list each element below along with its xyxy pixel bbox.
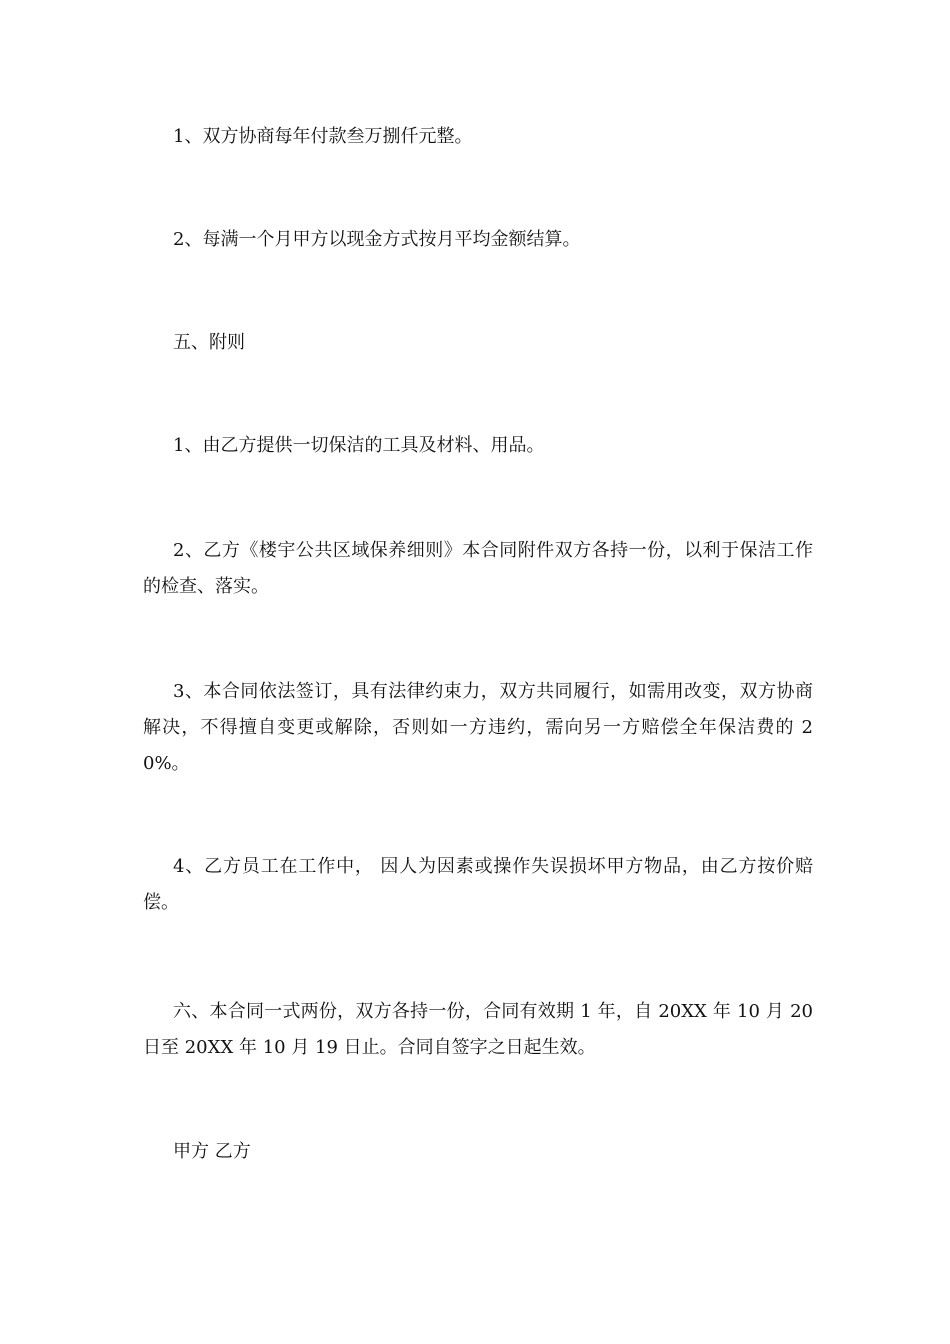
signature-parties-line: 甲方 乙方: [173, 1141, 251, 1162]
maintenance-rules-clause: 2、乙方《楼宇公共区域保养细则》本合同附件双方各持一份，以利于保洁工作的检查、落实。: [143, 540, 813, 597]
tools-materials-clause: 1、由乙方提供一切保洁的工具及材料、用品。: [173, 435, 545, 456]
section-heading-appendix: 五、附则: [173, 332, 245, 353]
legal-binding-clause: 3、本合同依法签订，具有法律约束力，双方共同履行，如需用改变，双方协商解决，不得擅自变更或解除，否则如一方违约，需向另一方赔偿全年保洁费的 20%。: [143, 681, 813, 774]
monthly-settlement-clause: 2、每满一个月甲方以现金方式按月平均金额结算。: [173, 229, 581, 250]
payment-amount-clause: 1、双方协商每年付款叁万捌仟元整。: [173, 126, 473, 147]
contract-term-clause: 六、本合同一式两份，双方各持一份，合同有效期 1 年，自 20XX 年 10 月 20 日至 20XX 年 10 月 19 日止。合同自签字之日起生效。: [143, 1001, 813, 1058]
damage-compensation-clause: 4、乙方员工在工作中， 因人为因素或操作失误损坏甲方物品，由乙方按价赔偿。: [143, 856, 813, 913]
